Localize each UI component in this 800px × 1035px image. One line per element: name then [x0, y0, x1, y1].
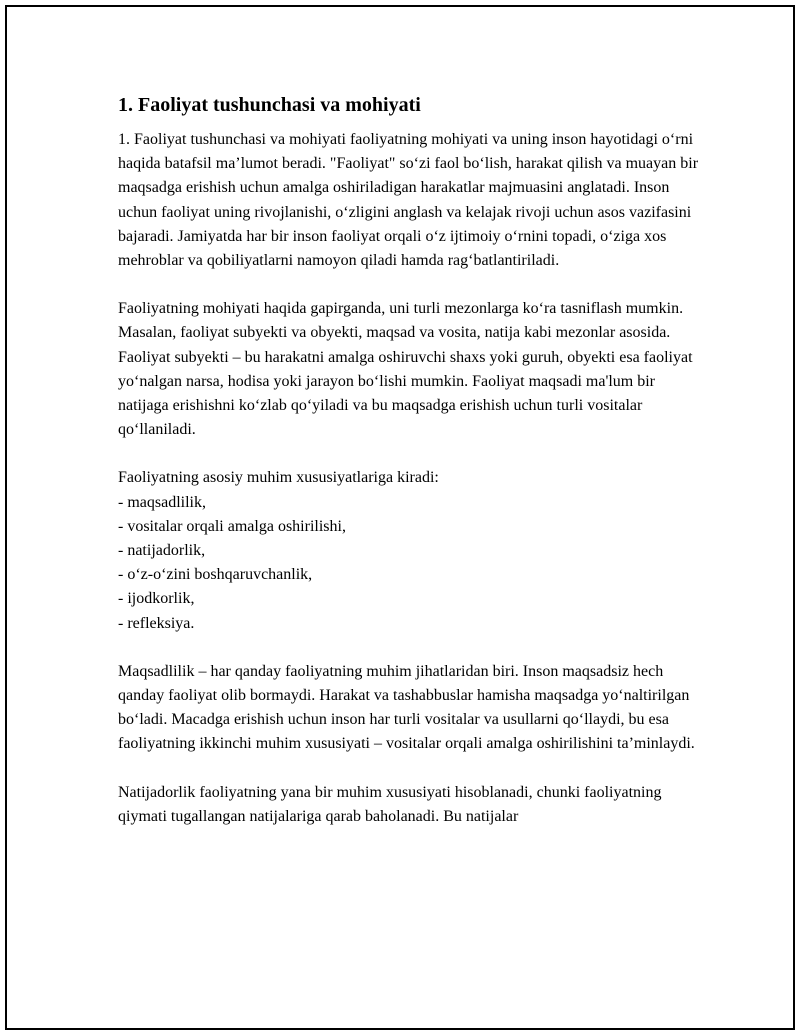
- features-list: [118, 466, 698, 635]
- features-list-intro: Faoliyatning asosiy muhim xususiyatlariga kiradi:: [118, 469, 439, 487]
- list-item: - natijadorlik,: [118, 542, 206, 560]
- document-body: [118, 92, 698, 853]
- list-item: - vositalar orqali amalga oshirilishi,: [118, 517, 346, 535]
- list-item: - refleksiya.: [118, 614, 195, 632]
- list-item: - o‘z-o‘zini boshqaruvchanlik,: [118, 566, 313, 584]
- paragraph-intro: 1. Faoliyat tushunchasi va mohiyati faoliyatning mohiyati va uning inson hayotidagi o‘rni haqida batafsil ma’lumot beradi. "Faoliyat" so‘zi faol bo‘lish, harakat qilish va muayan bir maqsadga erishish uchun amalga oshiriladigan harakatlar majmuasini anglatadi. Inson uchun faoliyat uning rivojlanishi, o‘zligini anglash va kelajak rivoji uchun asos vazifasini bajaradi. Jamiyatda har bir inson faoliyat orqali o‘z ijtimoiy o‘rnini topadi, o‘ziga xos mehroblar va qobiliyatlarni namoyon qiladi hamda rag‘batlantiriladi.: [118, 131, 699, 270]
- list-item: - maqsadlilik,: [118, 493, 206, 511]
- list-item: - ijodkorlik,: [118, 590, 195, 608]
- paragraph-purposefulness: Maqsadlilik – har qanday faoliyatning muhim jihatlaridan biri. Inson maqsadsiz hech qanday faoliyat olib bormaydi. Harakat va tashabbuslar hamisha maqsadga yo‘naltirilgan bo‘ladi. Macadga erishish uchun inson har turli vositalar va usullarni qo‘llaydi, bu esa faoliyatning ikkinchi muhim xususiyati – vositalar orqali amalga oshirilishini ta’minlaydi.: [118, 662, 695, 753]
- section-heading: 1. Faoliyat tushunchasi va mohiyati: [118, 94, 421, 116]
- paragraph-essence: Faoliyatning mohiyati haqida gapirganda, uni turli mezonlarga ko‘ra tasniflash mumkin. Masalan, faoliyat subyekti va obyekti, maqsad va vosita, natija kabi mezonlar asosida. Faoliyat subyekti – bu harakatni amalga oshiruvchi shaxs yoki guruh, obyekti esa faoliyat yo‘nalgan narsa, hodisa yoki jarayon bo‘lishi mumkin. Faoliyat maqsadi ma'lum bir natijaga erishishni ko‘zlab qo‘yiladi va bu maqsadga erishish uchun turli vositalar qo‘llaniladi.: [118, 300, 693, 439]
- paragraph-results: Natijadorlik faoliyatning yana bir muhim xususiyati hisoblanadi, chunki faoliyatning qiymati tugallangan natijalariga qarab baholanadi. Bu natijalar: [118, 783, 662, 825]
